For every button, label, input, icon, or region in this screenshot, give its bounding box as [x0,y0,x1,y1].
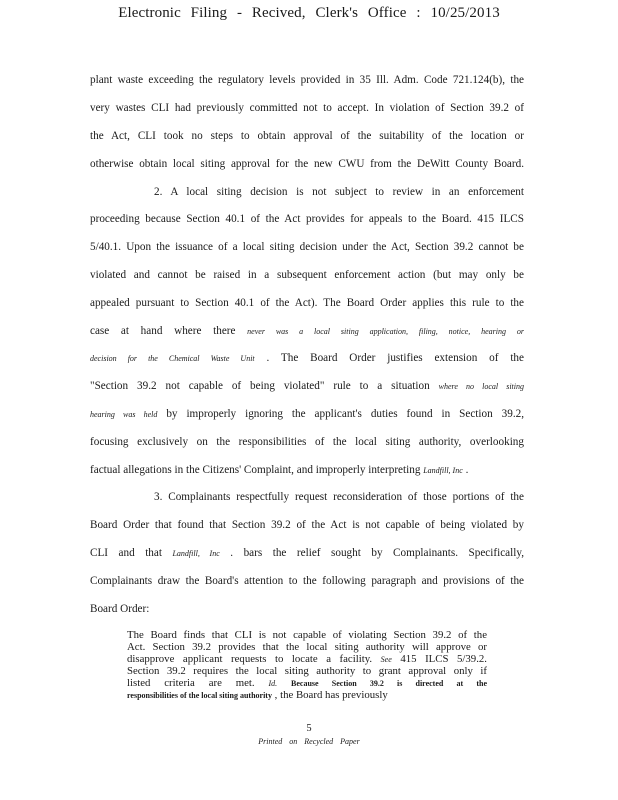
block-quote-line [127,677,487,689]
text-run: . bars the relief sought by Complainants. Specifically, [219,547,525,559]
body-line: Board Order that found that Section 39.2 of the Act is not capable of being violated by [90,519,524,531]
page-footer: Printed on Recycled Paper [258,737,360,746]
text-run: case at hand where there [90,325,248,337]
text-run: . [462,464,469,476]
body-line: Board Order: [90,603,150,615]
body-line: the Act, CLI took no steps to obtain approval of the suitability of the location or [90,130,524,142]
text-run: , the Board has previously [271,689,388,701]
body-line: 5/40.1. Upon the issuance of a local siting decision under the Act, Section 39.2 cannot be [90,241,524,253]
italic-run: See [380,655,392,664]
block-quote-line: Section 39.2 requires the local siting authority to grant approval only if [127,665,487,677]
block-quote-line: The Board finds that CLI is not capable of violating Section 39.2 of the [127,629,487,641]
text-run: CLI and that [90,547,173,559]
italic-run: Landfill, Inc [423,466,463,475]
body-line [90,462,524,478]
bold-run: Because Section 39.2 is directed at the [291,679,487,688]
text-run: factual allegations in the Citizens' Complaint, and improperly interpreting [90,464,424,476]
body-line: appealed pursuant to Section 40.1 of the Act). The Board Order applies this rule to the [90,297,524,309]
body-line: focusing exclusively on the responsibilities of the local siting authority, overlooking [90,436,524,448]
block-quote-line: Act. Section 39.2 provides that the local siting authority will approve or [127,641,487,653]
body-line [90,378,524,394]
body-line [90,323,524,339]
body-line: plant waste exceeding the regulatory levels provided in 35 Ill. Adm. Code 721.124(b), the [90,74,524,86]
text-run: by improperly ignoring the applicant's duties found in Section 39.2, [157,408,525,420]
text-run: listed criteria are met. [127,677,269,689]
paragraph-3-start: 3. Complainants respectfully request reconsideration of those portions of the [154,491,524,503]
italic-run: Id. [268,679,278,688]
body-line: Complainants draw the Board's attention to the following paragraph and provisions of the [90,575,524,587]
text-run: 415 ILCS 5/39.2. [391,653,487,665]
text-run: disapprove applicant requests to locate a facility. [127,653,373,665]
italic-run: Landfill, Inc [172,549,220,558]
block-quote-line [127,689,487,701]
body-line [90,545,524,561]
body-line: violated and cannot be raised in a subsequent enforcement action (but may only be [90,269,524,281]
italic-run: decision for the Chemical Waste Unit [90,354,255,363]
bold-run: responsibilities of the local siting authority [127,691,272,700]
block-quote-line [127,653,487,665]
text-run: "Section 39.2 not capable of being violated" rule to a situation [90,380,439,392]
body-line [90,350,524,366]
body-line [90,406,524,422]
body-line: very wastes CLI had previously committed not to accept. In violation of Section 39.2 of [90,102,524,114]
paragraph-2-start: 2. A local siting decision is not subject to review in an enforcement [154,186,524,198]
body-line: otherwise obtain local siting approval for the new CWU from the DeWitt County Board. [90,158,524,170]
body-line: proceeding because Section 40.1 of the Act provides for appeals to the Board. 415 ILCS [90,213,524,225]
page-number: 5 [306,723,312,734]
italic-run: hearing was held [90,410,158,419]
italic-run: never was a local siting application, filing, notice, hearing or [247,327,524,336]
italic-run: where no local siting [438,382,524,391]
filing-header: Electronic Filing - Recived, Clerk's Office : 10/25/2013 [118,5,500,21]
text-run: . The Board Order justifies extension of the [254,352,524,364]
